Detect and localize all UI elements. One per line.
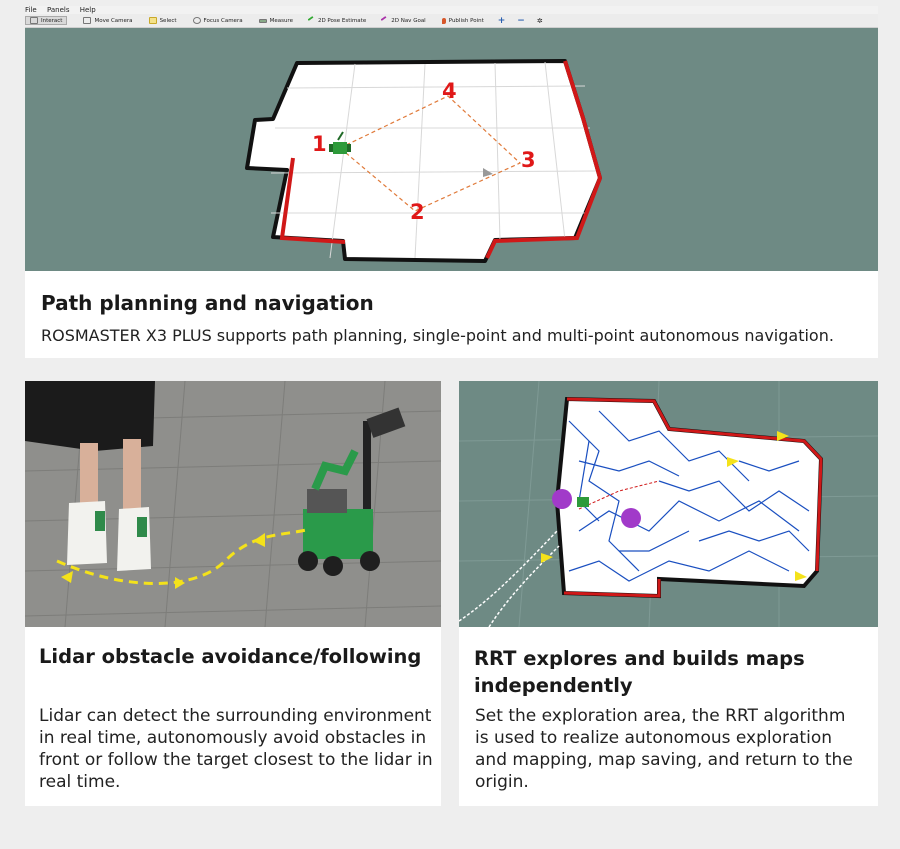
- waypoint-4: 4: [442, 79, 457, 103]
- lidar-photo: [25, 381, 441, 627]
- tool-measure[interactable]: Measure: [255, 18, 293, 24]
- menu-panels[interactable]: Panels: [46, 6, 70, 14]
- tool-2d-pose-estimate[interactable]: 2D Pose Estimate: [305, 17, 366, 24]
- path-planning-card: [25, 6, 878, 358]
- rviz-toolbar: [25, 14, 878, 28]
- tool-move-camera[interactable]: Move Camera: [79, 17, 132, 24]
- tool-select[interactable]: Select: [145, 17, 177, 24]
- lidar-description: Lidar can detect the surrounding environment in real time, autonomously avoid obstacles in front or follow the target closest to the lidar in real time.: [39, 706, 433, 792]
- menu-help[interactable]: Help: [79, 6, 96, 14]
- settings-icon: ✲: [536, 16, 543, 25]
- add-tool-button[interactable]: [496, 16, 506, 26]
- path-planning-title: Path planning and navigation: [41, 291, 374, 315]
- rrt-photo: [459, 381, 878, 627]
- tool-settings-button[interactable]: [537, 17, 543, 25]
- waypoint-3: 3: [521, 148, 536, 172]
- navigation-map: [25, 28, 878, 271]
- rviz-3d-view[interactable]: [25, 28, 878, 271]
- rrt-title: RRT explores and builds maps independently: [474, 647, 805, 697]
- tool-interact[interactable]: Interact: [25, 16, 67, 25]
- path-planning-description: ROSMASTER X3 PLUS supports path planning, single-point and multi-point autonomous navigation.: [41, 326, 834, 345]
- tool-focus-camera[interactable]: Focus Camera: [189, 17, 243, 24]
- publish-point-icon: [442, 18, 446, 24]
- pose-estimate-icon: [307, 16, 316, 25]
- rrt-card: [459, 381, 878, 806]
- lidar-title: Lidar obstacle avoidance/following: [39, 645, 422, 668]
- plus-icon: +: [497, 15, 506, 26]
- waypoint-2: 2: [410, 200, 425, 224]
- top-caption: [25, 271, 878, 358]
- measure-icon: [259, 19, 267, 23]
- rrt-description: Set the exploration area, the RRT algorithm is used to realize autonomous exploration and mapping, map saving, and return to the origin.: [475, 706, 853, 792]
- lidar-card: [25, 381, 441, 806]
- frontier-point-2: [621, 508, 641, 528]
- frontier-point-1: [552, 489, 572, 509]
- tool-2d-nav-goal[interactable]: 2D Nav Goal: [378, 17, 426, 24]
- interact-icon: [30, 17, 38, 24]
- menu-file[interactable]: File: [25, 6, 37, 14]
- move-camera-icon: [83, 17, 91, 24]
- tool-publish-point[interactable]: Publish Point: [438, 18, 484, 24]
- focus-camera-icon: [193, 17, 201, 24]
- remove-tool-button[interactable]: [517, 16, 525, 26]
- lidar-following-photo: [25, 381, 441, 627]
- nav-goal-icon: [381, 16, 390, 25]
- minus-icon: −: [517, 15, 525, 26]
- rrt-robot: [577, 497, 589, 507]
- select-icon: [149, 17, 157, 24]
- rrt-exploration-map: [459, 381, 878, 627]
- rviz-menubar: [25, 6, 878, 14]
- waypoint-1: 1: [312, 132, 327, 156]
